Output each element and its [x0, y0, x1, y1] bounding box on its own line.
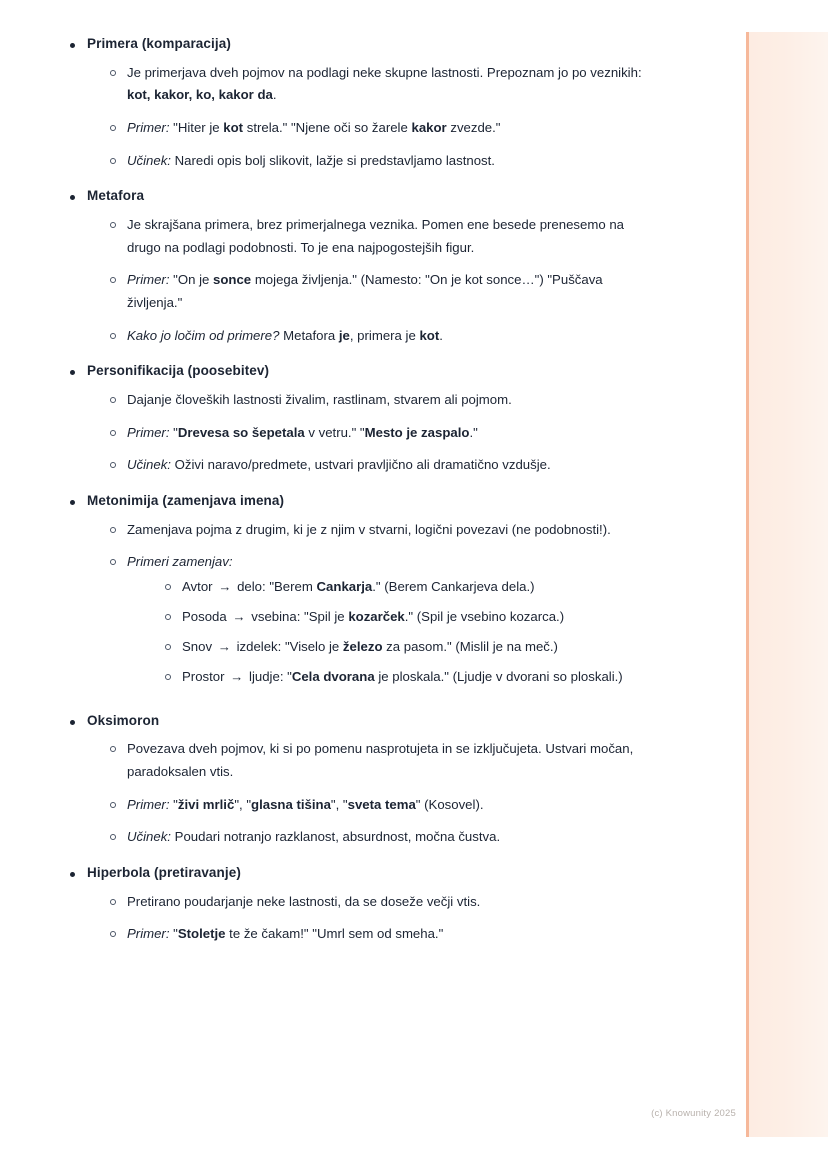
hollow-bullet-icon — [110, 931, 116, 937]
outline-item — [70, 794, 710, 817]
outline-item — [70, 891, 710, 914]
hollow-bullet-icon — [110, 430, 116, 436]
hollow-bullet-icon — [110, 222, 116, 228]
section-items — [70, 62, 710, 173]
notes-outline — [70, 34, 710, 946]
outline-item — [70, 551, 710, 696]
outline-item — [70, 214, 710, 259]
outline-item-text: Učinek: Naredi opis bolj slikovit, lažje si predstavljamo lastnost. — [127, 152, 495, 168]
outline-item-text: Pretirano poudarjanje neke lastnosti, da se doseže večji vtis. — [127, 893, 481, 909]
hollow-bullet-icon — [165, 614, 171, 620]
section-heading: Metonimija (zamenjava imena) — [87, 493, 285, 509]
hollow-bullet-icon — [110, 462, 116, 468]
outline-section — [70, 711, 710, 849]
section-items — [70, 891, 710, 946]
bullet-icon — [70, 872, 75, 877]
hollow-bullet-icon — [110, 70, 116, 76]
outline-subitem — [127, 636, 710, 657]
section-heading-row — [70, 711, 710, 731]
hollow-bullet-icon — [110, 158, 116, 164]
outline-item-text: Je primerjava dveh pojmov na podlagi neke skupne lastnosti. Prepoznam jo po veznikih: kot, kakor, ko, kakor da. — [127, 64, 642, 103]
bullet-icon — [70, 195, 75, 200]
outline-item-text: Zamenjava pojma z drugim, ki je z njim v stvarni, logični povezavi (ne podobnosti!). — [127, 521, 611, 537]
outline-item — [70, 389, 710, 412]
section-items — [70, 214, 710, 348]
outline-item-text: Dajanje človeških lastnosti živalim, rastlinam, stvarem ali pojmom. — [127, 392, 512, 408]
hollow-bullet-icon — [110, 834, 116, 840]
hollow-bullet-icon — [110, 125, 116, 131]
outline-item — [70, 117, 710, 140]
section-heading-row — [70, 34, 710, 54]
outline-item-text: Primer: "Hiter je kot strela." "Njene oči so žarele kakor zvezde." — [127, 119, 501, 135]
section-items — [70, 738, 710, 849]
outline-subitem — [127, 666, 710, 687]
hollow-bullet-icon — [110, 899, 116, 905]
bullet-icon — [70, 43, 75, 48]
outline-section — [70, 186, 710, 347]
hollow-bullet-icon — [110, 559, 116, 565]
bullet-icon — [70, 370, 75, 375]
outline-subitem — [127, 606, 710, 627]
outline-item-text: Učinek: Oživi naravo/predmete, ustvari pravljično ali dramatično vzdušje. — [127, 457, 551, 473]
outline-section — [70, 361, 710, 477]
outline-item — [70, 923, 710, 946]
section-heading-row — [70, 863, 710, 883]
outline-subitem-text: Avtor → delo: "Berem Cankarja." (Berem Cankarjeva dela.) — [182, 579, 535, 595]
outline-item — [70, 62, 710, 107]
section-heading: Metafora — [87, 188, 145, 204]
outline-subitem — [127, 576, 710, 597]
section-items — [70, 519, 710, 697]
outline-item — [70, 422, 710, 445]
section-heading-row — [70, 186, 710, 206]
outline-item — [70, 826, 710, 849]
outline-item-text: Primer: "živi mrlič", "glasna tišina", "sveta tema" (Kosovel). — [127, 796, 484, 812]
bullet-icon — [70, 500, 75, 505]
section-items — [70, 389, 710, 477]
outline-item-text: Je skrajšana primera, brez primerjalnega veznika. Pomen ene besede prenesemo na drugo na podlagi podobnosti. To je ena najpogostejših figur. — [127, 216, 624, 255]
section-heading: Hiperbola (pretiravanje) — [87, 864, 241, 880]
outline-section — [70, 491, 710, 696]
outline-item — [70, 150, 710, 173]
outline-subitems — [127, 576, 710, 688]
hollow-bullet-icon — [165, 644, 171, 650]
page-edge-decoration — [746, 32, 828, 1137]
hollow-bullet-icon — [110, 802, 116, 808]
outline-item — [70, 738, 710, 783]
copyright-credit: (c) Knowunity 2025 — [651, 1108, 736, 1119]
outline-subitem-text: Posoda → vsebina: "Spil je kozarček." (Spil je vsebino kozarca.) — [182, 609, 565, 625]
page-edge-line — [746, 32, 749, 1137]
outline-item-text: Kako jo ločim od primere? Metafora je, primera je kot. — [127, 327, 443, 343]
outline-item-text: Povezava dveh pojmov, ki si po pomenu nasprotujeta in se izključujeta. Ustvari močan, paradoksalen vtis. — [127, 741, 634, 779]
hollow-bullet-icon — [165, 584, 171, 590]
outline-item — [70, 269, 710, 314]
hollow-bullet-icon — [110, 746, 116, 752]
outline-item-text: Primer: "On je sonce mojega življenja." (Namesto: "On je kot sonce…") "Puščava življenja." — [127, 272, 603, 311]
hollow-bullet-icon — [110, 333, 116, 339]
section-heading: Primera (komparacija) — [87, 36, 231, 51]
outline-item — [70, 454, 710, 477]
outline-subitem-text: Snov → izdelek: "Viselo je železo za pasom." (Mislil je na meč.) — [182, 639, 558, 655]
outline-item-text: Primer: "Drevesa so šepetala v vetru." "Mesto je zaspalo." — [127, 424, 478, 440]
outline-item-text: Primer: "Stoletje te že čakam!" "Umrl sem od smeha." — [127, 926, 444, 942]
hollow-bullet-icon — [165, 674, 171, 680]
outline-item — [70, 325, 710, 348]
hollow-bullet-icon — [110, 527, 116, 533]
hollow-bullet-icon — [110, 397, 116, 403]
outline-section — [70, 34, 710, 172]
outline-item-text: Primeri zamenjav: — [127, 554, 233, 570]
outline-section — [70, 863, 710, 946]
outline-subitem-text: Prostor → ljudje: "Cela dvorana je ploskala." (Ljudje v dvorani so ploskali.) — [182, 669, 623, 685]
outline-item — [70, 519, 710, 542]
section-heading: Oksimoron — [87, 712, 160, 728]
bullet-icon — [70, 720, 75, 725]
hollow-bullet-icon — [110, 277, 116, 283]
section-heading-row — [70, 491, 710, 511]
outline-item-text: Učinek: Poudari notranjo razklanost, absurdnost, močna čustva. — [127, 829, 501, 845]
section-heading-row — [70, 361, 710, 381]
section-heading: Personifikacija (poosebitev) — [87, 363, 270, 379]
